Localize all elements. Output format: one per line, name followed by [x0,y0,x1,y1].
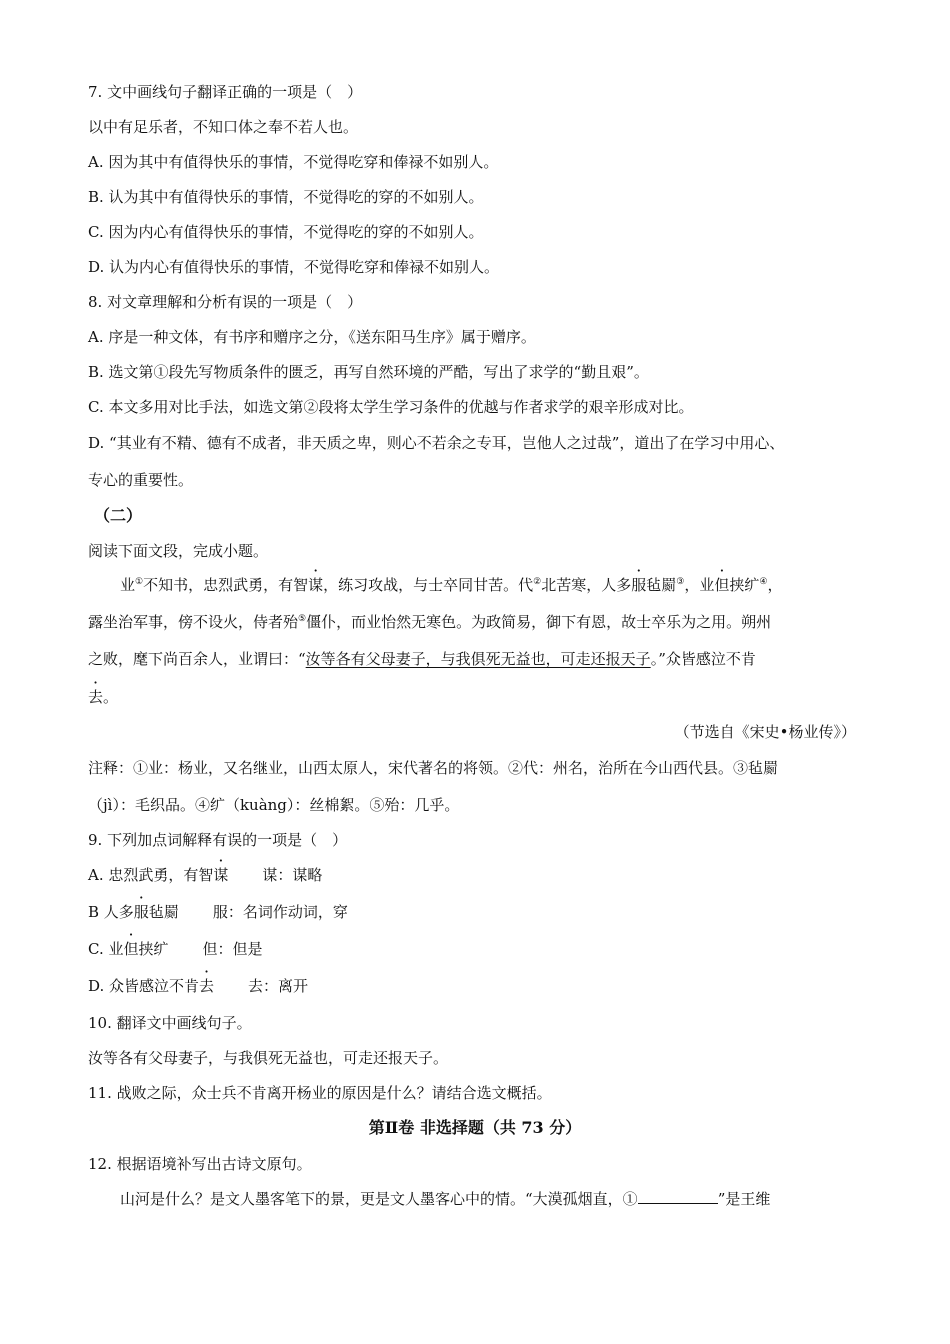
passage-line-1: 业①不知书，忠烈武勇，有智谋，练习攻战，与士卒同甘苦。代②北苦寒，人多服毡罽③，业但挟纩④， [120,576,783,594]
q9-option-c: C. 业但挟纩 但：但是 [88,940,263,958]
passage-line-4: 去。 [88,688,119,706]
q7-option-a: A. 因为其中有值得快乐的事情，不觉得吃穿和俸禄不如别人。 [88,153,499,171]
q7-sentence: 以中有足乐者，不知口体之奉不若人也。 [88,118,359,136]
q7-option-c: C. 因为内心有值得快乐的事情，不觉得吃的穿的不如别人。 [88,223,484,241]
q8-option-a: A. 序是一种文体，有书序和赠序之分，《送东阳马生序》属于赠序。 [88,328,536,346]
q10-sentence: 汝等各有父母妻子，与我俱死无益也，可走还报天子。 [88,1049,449,1067]
notes-line-1: 注释：①业：杨业，又名继业，山西太原人，宋代著名的将领。②代：州名，治所在今山西代县。③毡罽 [88,759,779,777]
q8-option-c: C. 本文多用对比手法，如选文第②段将太学生学习条件的优越与作者求学的艰辛形成对比。 [88,398,694,416]
passage-line-2: 露坐治军事，傍不设火，侍者殆⑤僵仆，而业怡然无寒色。为政简易，御下有恩，故士卒乐为之用。朔州 [88,613,772,631]
q7-option-b: B. 认为其中有值得快乐的事情，不觉得吃的穿的不如别人。 [88,188,484,206]
q8-option-d-cont: 专心的重要性。 [88,471,194,489]
q9-option-a: A. 忠烈武勇，有智谋 谋：谋略 [88,866,323,884]
q9-stem: 9. 下列加点词解释有误的一项是（ ） [88,831,348,849]
q8-option-d: D. “其业有不精、德有不成者，非天质之卑，则心不若余之专耳，岂他人之过哉”，道出了在学习中用心、 [88,434,785,452]
q9-option-d: D. 众皆感泣不肯去 去：离开 [88,977,309,995]
q7-stem: 7. 文中画线句子翻译正确的一项是（ ） [88,83,363,101]
q12-text: 山河是什么？是文人墨客笔下的景，更是文人墨客心中的情。“大漠孤烟直，① ”是王维 [120,1190,771,1208]
notes-line-2: （jì）：毛织品。④纩（kuàng）：丝棉絮。⑤殆：几乎。 [88,796,460,814]
section-intro: 阅读下面文段，完成小题。 [88,542,269,560]
q8-option-b: B. 选文第①段先写物质条件的匮乏，再写自然环境的严酷，写出了求学的“勤且艰”。 [88,363,649,381]
underlined-sentence: 汝等各有父母妻子，与我俱死无益也，可走还报天子 [305,650,651,668]
passage-line-3: 之败，麾下尚百余人，业谓曰：“汝等各有父母妻子，与我俱死无益也，可走还报天子。”众皆感泣不肯 [88,650,756,668]
q9-option-b: B 人多服毡罽 服：名词作动词，穿 [88,903,348,921]
q10-stem: 10. 翻译文中画线句子。 [88,1014,252,1032]
passage-source: （节选自《宋史•杨业传》） [674,723,856,741]
q8-stem: 8. 对文章理解和分析有误的一项是（ ） [88,293,363,311]
q11-stem: 11. 战败之际，众士兵不肯离开杨业的原因是什么？请结合选文概括。 [88,1084,552,1102]
q12-stem: 12. 根据语境补写出古诗文原句。 [88,1155,312,1173]
section-heading: （二） [94,506,143,525]
part2-title: 第Ⅱ卷 非选择题（共 73 分） [368,1118,582,1137]
answer-blank[interactable] [638,1189,718,1204]
q7-option-d: D. 认为内心有值得快乐的事情，不觉得吃穿和俸禄不如别人。 [88,258,500,276]
